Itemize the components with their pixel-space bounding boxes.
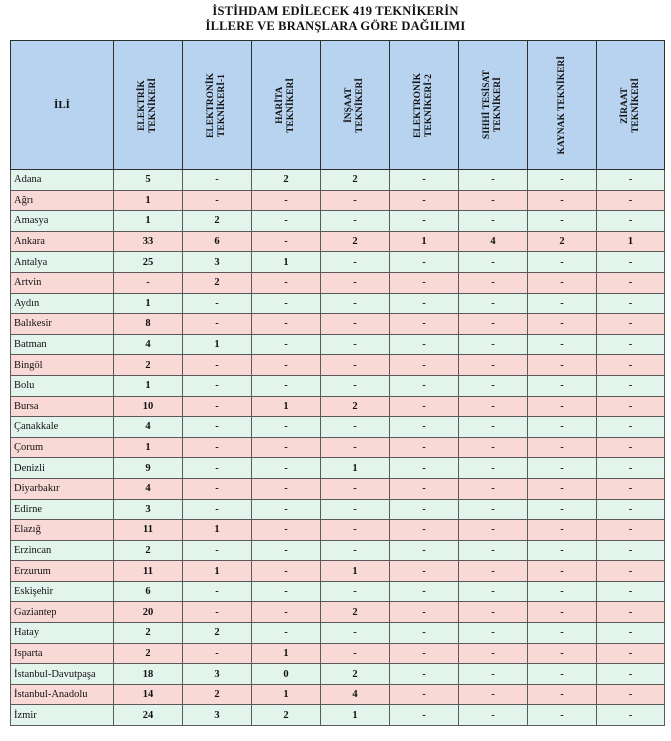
- count-cell: -: [597, 396, 665, 417]
- province-cell: Amasya: [11, 211, 114, 232]
- count-cell: -: [528, 293, 597, 314]
- count-cell: -: [459, 540, 528, 561]
- count-cell: -: [252, 293, 321, 314]
- count-cell: -: [252, 314, 321, 335]
- count-cell: -: [390, 664, 459, 685]
- count-cell: -: [390, 170, 459, 191]
- count-cell: -: [597, 664, 665, 685]
- count-cell: -: [390, 602, 459, 623]
- count-cell: -: [252, 540, 321, 561]
- count-cell: -: [597, 561, 665, 582]
- count-cell: -: [597, 314, 665, 335]
- table-row: [11, 561, 665, 582]
- table-row: [11, 334, 665, 355]
- count-cell: 2: [252, 170, 321, 191]
- count-cell: -: [597, 705, 665, 726]
- count-cell: -: [252, 437, 321, 458]
- table-row: [11, 437, 665, 458]
- count-cell: -: [390, 252, 459, 273]
- count-cell: -: [390, 458, 459, 479]
- column-header: ZİRAAT TEKNİKERİ: [597, 41, 665, 170]
- count-cell: 5: [114, 170, 183, 191]
- count-cell: -: [597, 520, 665, 541]
- count-cell: 1: [183, 520, 252, 541]
- count-cell: -: [252, 334, 321, 355]
- table-row: [11, 396, 665, 417]
- table-row: [11, 705, 665, 726]
- count-cell: -: [252, 602, 321, 623]
- count-cell: -: [459, 272, 528, 293]
- distribution-table: [10, 40, 665, 726]
- province-cell: Elazığ: [11, 520, 114, 541]
- count-cell: -: [459, 623, 528, 644]
- province-cell: İzmir: [11, 705, 114, 726]
- count-cell: 4: [114, 478, 183, 499]
- count-cell: 2: [321, 396, 390, 417]
- province-cell: Hatay: [11, 623, 114, 644]
- count-cell: -: [252, 561, 321, 582]
- count-cell: -: [252, 211, 321, 232]
- province-cell: Batman: [11, 334, 114, 355]
- count-cell: -: [597, 334, 665, 355]
- count-cell: -: [459, 643, 528, 664]
- count-cell: -: [597, 602, 665, 623]
- count-cell: -: [390, 211, 459, 232]
- count-cell: -: [597, 355, 665, 376]
- province-cell: Antalya: [11, 252, 114, 273]
- count-cell: -: [528, 520, 597, 541]
- count-cell: -: [390, 396, 459, 417]
- count-cell: -: [183, 499, 252, 520]
- count-cell: -: [114, 272, 183, 293]
- count-cell: -: [528, 375, 597, 396]
- count-cell: -: [390, 478, 459, 499]
- count-cell: -: [528, 478, 597, 499]
- count-cell: 10: [114, 396, 183, 417]
- count-cell: -: [183, 643, 252, 664]
- column-header: ELEKTRİK TEKNİKERİ: [114, 41, 183, 170]
- count-cell: -: [528, 396, 597, 417]
- count-cell: 11: [114, 520, 183, 541]
- count-cell: -: [528, 437, 597, 458]
- count-cell: 2: [183, 211, 252, 232]
- count-cell: 1: [321, 705, 390, 726]
- count-cell: -: [528, 664, 597, 685]
- count-cell: -: [390, 190, 459, 211]
- count-cell: 3: [183, 705, 252, 726]
- count-cell: -: [252, 417, 321, 438]
- count-cell: -: [528, 643, 597, 664]
- count-cell: -: [597, 684, 665, 705]
- count-cell: -: [183, 314, 252, 335]
- count-cell: -: [390, 561, 459, 582]
- count-cell: -: [183, 375, 252, 396]
- province-cell: Denizli: [11, 458, 114, 479]
- count-cell: -: [597, 437, 665, 458]
- count-cell: -: [183, 478, 252, 499]
- count-cell: -: [390, 581, 459, 602]
- count-cell: -: [321, 293, 390, 314]
- count-cell: 4: [114, 417, 183, 438]
- count-cell: -: [321, 190, 390, 211]
- count-cell: -: [459, 375, 528, 396]
- column-header: ELEKTRONİK TEKNİKERİ-1: [183, 41, 252, 170]
- count-cell: -: [252, 231, 321, 252]
- count-cell: 1: [252, 643, 321, 664]
- count-cell: 2: [114, 623, 183, 644]
- count-cell: -: [528, 190, 597, 211]
- table-row: [11, 190, 665, 211]
- province-cell: Adana: [11, 170, 114, 191]
- count-cell: -: [390, 499, 459, 520]
- count-cell: -: [459, 211, 528, 232]
- table-row: [11, 458, 665, 479]
- table-row: [11, 375, 665, 396]
- table-body: [11, 170, 665, 726]
- count-cell: -: [597, 458, 665, 479]
- count-cell: 1: [183, 561, 252, 582]
- count-cell: -: [252, 375, 321, 396]
- count-cell: 2: [321, 602, 390, 623]
- table-row: [11, 478, 665, 499]
- count-cell: -: [459, 170, 528, 191]
- count-cell: -: [459, 684, 528, 705]
- count-cell: -: [390, 437, 459, 458]
- province-cell: Erzincan: [11, 540, 114, 561]
- count-cell: -: [252, 458, 321, 479]
- count-cell: -: [459, 417, 528, 438]
- table-row: [11, 211, 665, 232]
- table-row: [11, 602, 665, 623]
- count-cell: 1: [252, 252, 321, 273]
- table-row: [11, 643, 665, 664]
- column-header: SIHHİ TESİSAT TEKNİKERİ: [459, 41, 528, 170]
- count-cell: -: [390, 520, 459, 541]
- table-row: [11, 417, 665, 438]
- count-cell: -: [183, 355, 252, 376]
- count-cell: -: [597, 375, 665, 396]
- count-cell: -: [321, 314, 390, 335]
- count-cell: 1: [183, 334, 252, 355]
- count-cell: -: [390, 643, 459, 664]
- count-cell: -: [183, 170, 252, 191]
- count-cell: -: [597, 417, 665, 438]
- province-cell: İstanbul-Davutpaşa: [11, 664, 114, 685]
- count-cell: 9: [114, 458, 183, 479]
- province-cell: Isparta: [11, 643, 114, 664]
- table-row: [11, 540, 665, 561]
- count-cell: 1: [321, 458, 390, 479]
- count-cell: -: [459, 458, 528, 479]
- count-cell: 2: [114, 540, 183, 561]
- count-cell: -: [183, 581, 252, 602]
- count-cell: 33: [114, 231, 183, 252]
- count-cell: -: [183, 540, 252, 561]
- count-cell: 24: [114, 705, 183, 726]
- count-cell: -: [183, 190, 252, 211]
- count-cell: -: [528, 272, 597, 293]
- count-cell: -: [459, 561, 528, 582]
- count-cell: 2: [183, 623, 252, 644]
- count-cell: -: [252, 190, 321, 211]
- table-row: [11, 499, 665, 520]
- column-header: KAYNAK TEKNİKERİ: [528, 41, 597, 170]
- header-row: [11, 41, 665, 170]
- count-cell: -: [597, 581, 665, 602]
- province-cell: Bolu: [11, 375, 114, 396]
- count-cell: -: [252, 478, 321, 499]
- count-cell: 2: [528, 231, 597, 252]
- count-cell: -: [459, 664, 528, 685]
- count-cell: 6: [183, 231, 252, 252]
- count-cell: -: [321, 540, 390, 561]
- count-cell: -: [321, 499, 390, 520]
- table-row: [11, 252, 665, 273]
- count-cell: 2: [252, 705, 321, 726]
- count-cell: -: [390, 272, 459, 293]
- count-cell: -: [459, 520, 528, 541]
- count-cell: -: [252, 520, 321, 541]
- province-cell: Çanakkale: [11, 417, 114, 438]
- count-cell: -: [252, 581, 321, 602]
- count-cell: -: [597, 170, 665, 191]
- count-cell: -: [183, 417, 252, 438]
- count-cell: -: [321, 581, 390, 602]
- count-cell: 4: [321, 684, 390, 705]
- count-cell: -: [528, 581, 597, 602]
- province-cell: Gaziantep: [11, 602, 114, 623]
- count-cell: -: [528, 684, 597, 705]
- count-cell: 6: [114, 581, 183, 602]
- province-cell: İstanbul-Anadolu: [11, 684, 114, 705]
- count-cell: 1: [114, 190, 183, 211]
- count-cell: -: [252, 272, 321, 293]
- table-row: [11, 684, 665, 705]
- count-cell: -: [597, 211, 665, 232]
- count-cell: -: [390, 705, 459, 726]
- count-cell: -: [321, 623, 390, 644]
- count-cell: 1: [114, 211, 183, 232]
- count-cell: -: [390, 355, 459, 376]
- province-cell: Bursa: [11, 396, 114, 417]
- count-cell: -: [459, 499, 528, 520]
- province-cell: Aydın: [11, 293, 114, 314]
- table-row: [11, 664, 665, 685]
- count-cell: 11: [114, 561, 183, 582]
- count-cell: -: [459, 293, 528, 314]
- count-cell: 18: [114, 664, 183, 685]
- count-cell: 4: [114, 334, 183, 355]
- count-cell: -: [390, 684, 459, 705]
- table-row: [11, 231, 665, 252]
- count-cell: -: [528, 170, 597, 191]
- province-cell: Erzurum: [11, 561, 114, 582]
- count-cell: 2: [321, 170, 390, 191]
- count-cell: -: [597, 478, 665, 499]
- count-cell: -: [459, 705, 528, 726]
- count-cell: -: [528, 623, 597, 644]
- count-cell: -: [528, 252, 597, 273]
- table-row: [11, 272, 665, 293]
- count-cell: -: [528, 540, 597, 561]
- count-cell: -: [597, 190, 665, 211]
- province-cell: Artvin: [11, 272, 114, 293]
- count-cell: -: [390, 375, 459, 396]
- province-cell: Diyarbakır: [11, 478, 114, 499]
- count-cell: 2: [321, 664, 390, 685]
- count-cell: -: [183, 458, 252, 479]
- count-cell: -: [321, 520, 390, 541]
- count-cell: 4: [459, 231, 528, 252]
- title-line-1: İSTİHDAM EDİLECEK 419 TEKNİKERİN: [212, 4, 459, 18]
- count-cell: -: [183, 437, 252, 458]
- count-cell: -: [528, 211, 597, 232]
- count-cell: 2: [114, 643, 183, 664]
- count-cell: -: [528, 458, 597, 479]
- province-cell: Bingöl: [11, 355, 114, 376]
- count-cell: -: [390, 417, 459, 438]
- province-cell: Çorum: [11, 437, 114, 458]
- count-cell: -: [321, 334, 390, 355]
- count-cell: -: [390, 334, 459, 355]
- count-cell: -: [528, 602, 597, 623]
- count-cell: -: [459, 396, 528, 417]
- count-cell: 1: [114, 375, 183, 396]
- count-cell: 2: [183, 684, 252, 705]
- count-cell: 14: [114, 684, 183, 705]
- count-cell: 2: [183, 272, 252, 293]
- table-row: [11, 581, 665, 602]
- count-cell: -: [390, 293, 459, 314]
- count-cell: 3: [183, 664, 252, 685]
- count-cell: -: [528, 334, 597, 355]
- count-cell: -: [597, 623, 665, 644]
- province-cell: Edirne: [11, 499, 114, 520]
- column-header: ELEKTRONİK TEKNİKERİ-2: [390, 41, 459, 170]
- count-cell: -: [390, 623, 459, 644]
- count-cell: -: [528, 355, 597, 376]
- count-cell: 1: [252, 396, 321, 417]
- table-row: [11, 623, 665, 644]
- province-cell: Ağrı: [11, 190, 114, 211]
- province-cell: Ankara: [11, 231, 114, 252]
- count-cell: -: [321, 437, 390, 458]
- document-title: [0, 4, 671, 34]
- count-cell: 1: [321, 561, 390, 582]
- table-row: [11, 355, 665, 376]
- table-row: [11, 520, 665, 541]
- count-cell: -: [252, 499, 321, 520]
- count-cell: -: [459, 581, 528, 602]
- count-cell: 3: [183, 252, 252, 273]
- table-row: [11, 170, 665, 191]
- count-cell: -: [459, 602, 528, 623]
- count-cell: -: [459, 478, 528, 499]
- count-cell: -: [390, 540, 459, 561]
- count-cell: 8: [114, 314, 183, 335]
- count-cell: -: [459, 334, 528, 355]
- table-row: [11, 293, 665, 314]
- table-row: [11, 314, 665, 335]
- count-cell: -: [390, 314, 459, 335]
- count-cell: 1: [597, 231, 665, 252]
- count-cell: -: [459, 437, 528, 458]
- count-cell: -: [528, 705, 597, 726]
- count-cell: -: [321, 272, 390, 293]
- count-cell: -: [183, 293, 252, 314]
- count-cell: 3: [114, 499, 183, 520]
- count-cell: -: [321, 643, 390, 664]
- count-cell: -: [528, 561, 597, 582]
- count-cell: -: [597, 252, 665, 273]
- count-cell: 1: [390, 231, 459, 252]
- count-cell: -: [459, 190, 528, 211]
- count-cell: -: [597, 540, 665, 561]
- count-cell: -: [321, 252, 390, 273]
- count-cell: -: [459, 252, 528, 273]
- count-cell: -: [183, 602, 252, 623]
- count-cell: 2: [114, 355, 183, 376]
- count-cell: -: [183, 396, 252, 417]
- column-header: İNŞAAT TEKNİKERİ: [321, 41, 390, 170]
- count-cell: 0: [252, 664, 321, 685]
- count-cell: 1: [114, 437, 183, 458]
- count-cell: 2: [321, 231, 390, 252]
- count-cell: -: [597, 272, 665, 293]
- count-cell: -: [321, 375, 390, 396]
- count-cell: -: [321, 478, 390, 499]
- count-cell: -: [321, 417, 390, 438]
- count-cell: -: [321, 355, 390, 376]
- count-cell: 20: [114, 602, 183, 623]
- column-header-province: İLİ: [11, 41, 114, 170]
- count-cell: 25: [114, 252, 183, 273]
- count-cell: -: [597, 643, 665, 664]
- count-cell: -: [597, 499, 665, 520]
- count-cell: 1: [252, 684, 321, 705]
- count-cell: -: [597, 293, 665, 314]
- count-cell: -: [252, 355, 321, 376]
- count-cell: -: [459, 314, 528, 335]
- province-cell: Eskişehir: [11, 581, 114, 602]
- count-cell: -: [528, 417, 597, 438]
- count-cell: -: [321, 211, 390, 232]
- count-cell: -: [528, 314, 597, 335]
- count-cell: 1: [114, 293, 183, 314]
- count-cell: -: [459, 355, 528, 376]
- column-header: HARİTA TEKNİKERİ: [252, 41, 321, 170]
- count-cell: -: [528, 499, 597, 520]
- province-cell: Balıkesir: [11, 314, 114, 335]
- count-cell: -: [252, 623, 321, 644]
- title-line-2: İLLERE VE BRANŞLARA GÖRE DAĞILIMI: [205, 19, 466, 33]
